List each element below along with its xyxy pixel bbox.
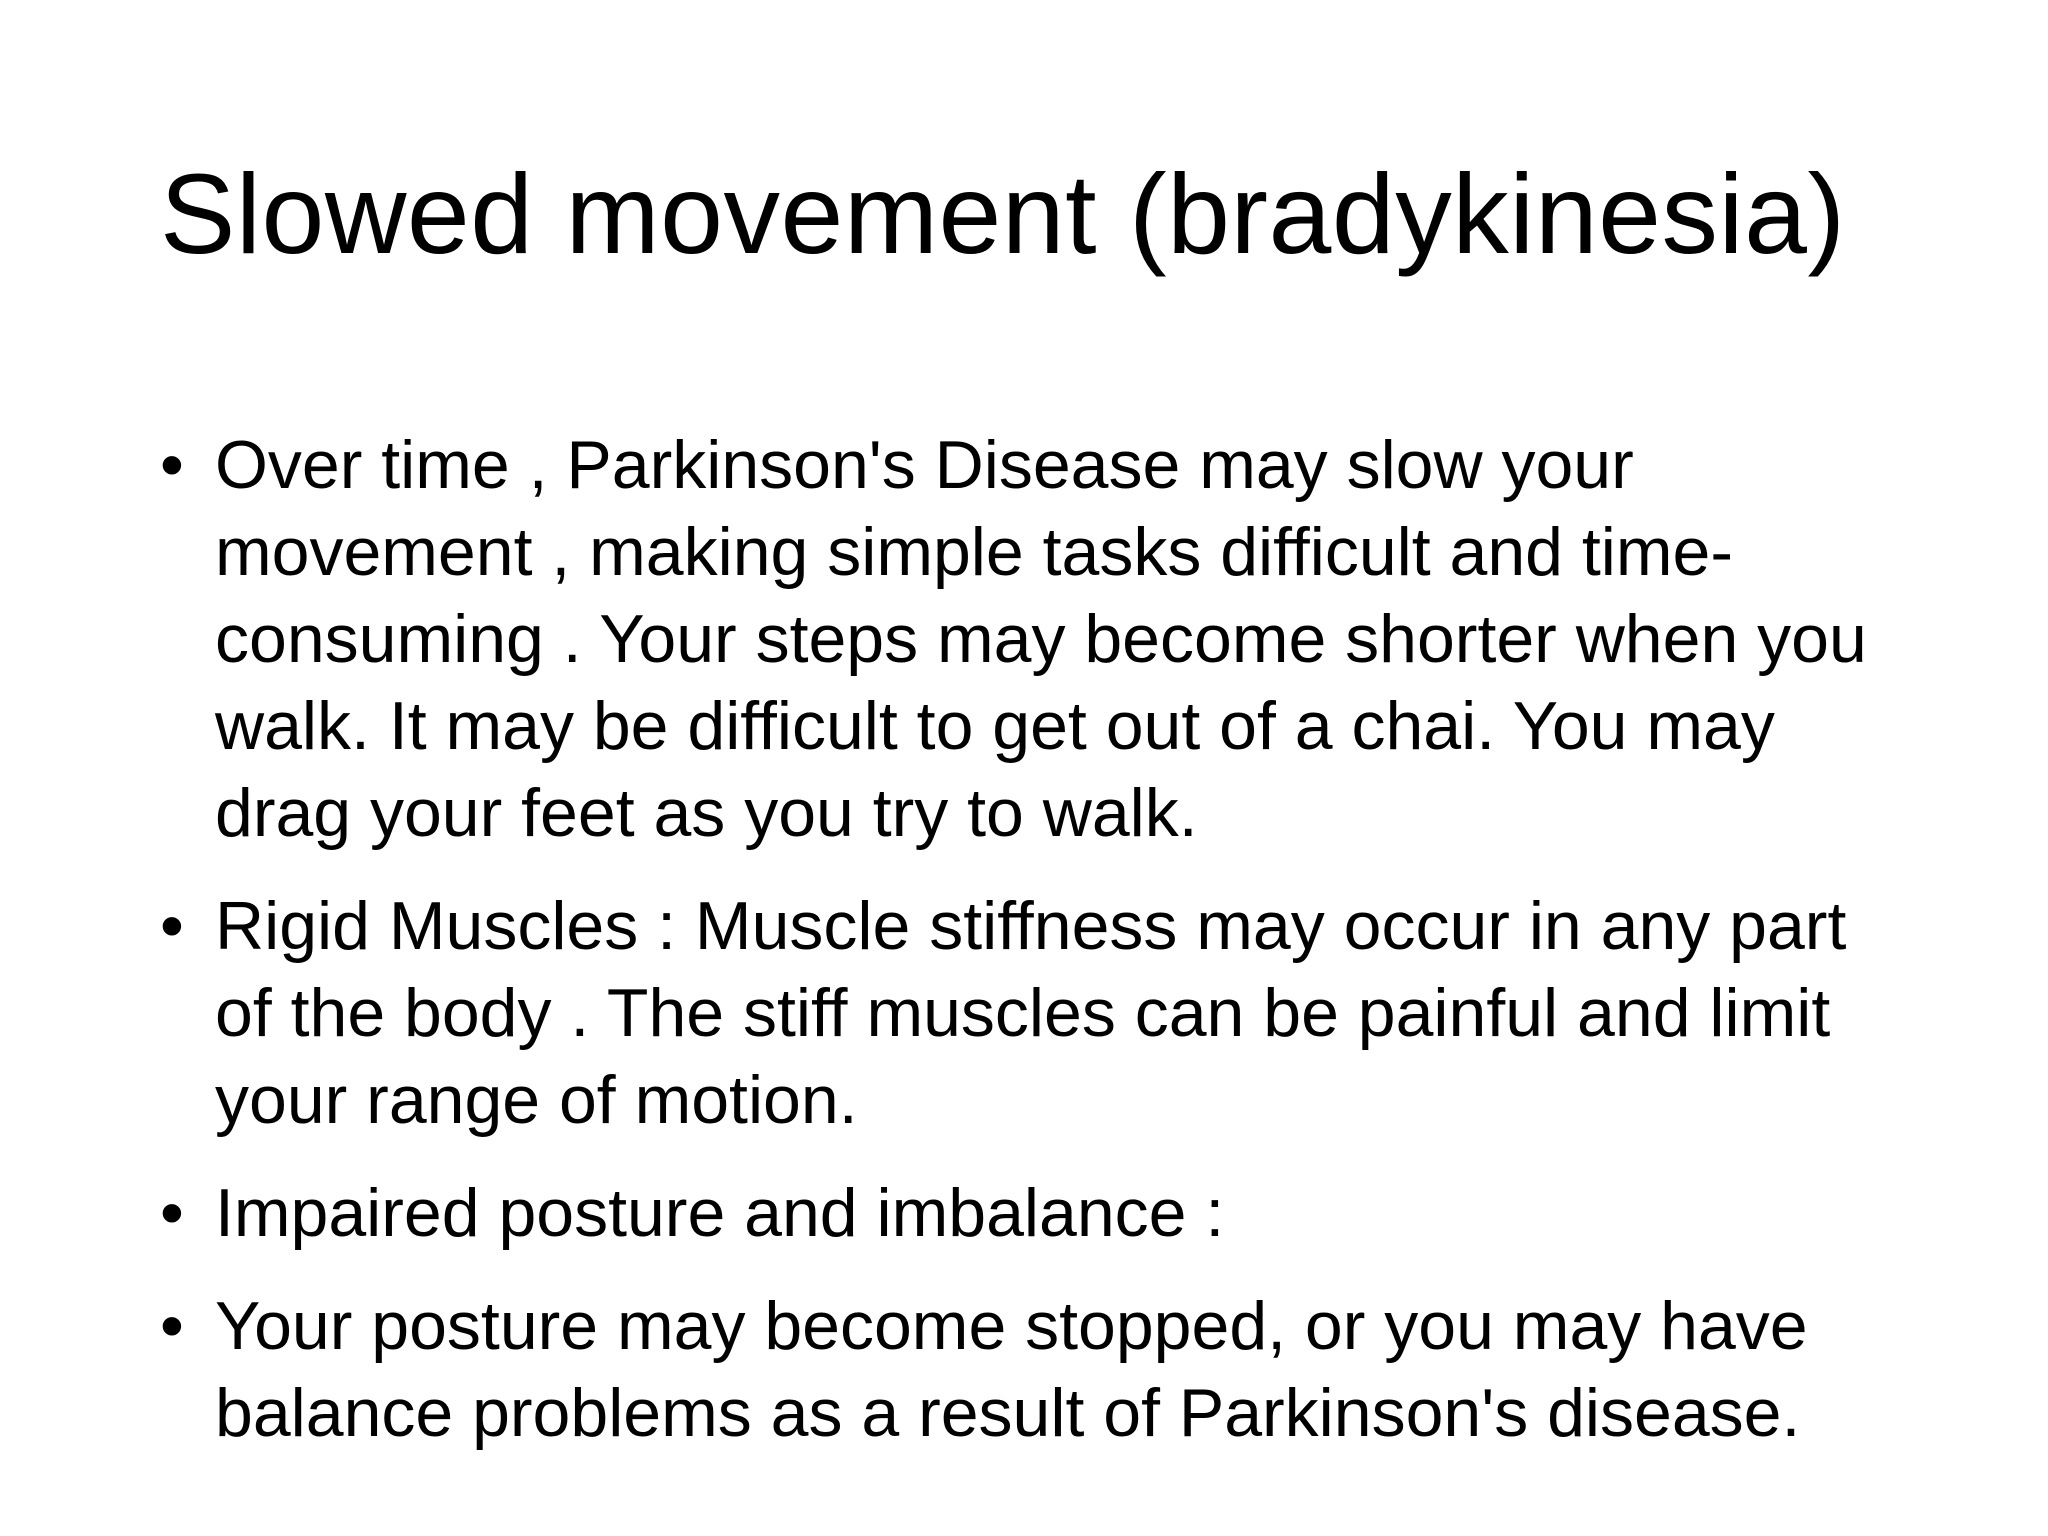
- bullet-item: [160, 1283, 1920, 1457]
- slide-title: Slowed movement (bradykinesia): [160, 151, 1846, 277]
- bullet-text: Rigid Muscles : Muscle stiffness may occur in any part of the body . The stiff muscles can be painful and limit your range of motion.: [215, 888, 1847, 1138]
- bullet-item: [160, 1170, 1920, 1257]
- bullet-dot-icon: •: [160, 427, 184, 503]
- bullet-dot-icon: •: [160, 1288, 184, 1364]
- bullet-text: Over time , Parkinson's Disease may slow your movement , making simple tasks difficult and time-consuming . Your steps may become shorter when you walk. It may be difficult to get out of a chai. You may drag your feet as you try to walk.: [215, 427, 1867, 851]
- bullet-dot-icon: •: [160, 1175, 184, 1251]
- bullet-item: [160, 883, 1920, 1144]
- bullet-item: [160, 422, 1920, 857]
- bullet-text: Impaired posture and imbalance :: [215, 1175, 1225, 1251]
- bullet-list: [160, 422, 1920, 1483]
- bullet-dot-icon: •: [160, 888, 184, 964]
- bullet-text: Your posture may become stopped, or you may have balance problems as a result of Parkinson's disease.: [215, 1288, 1808, 1451]
